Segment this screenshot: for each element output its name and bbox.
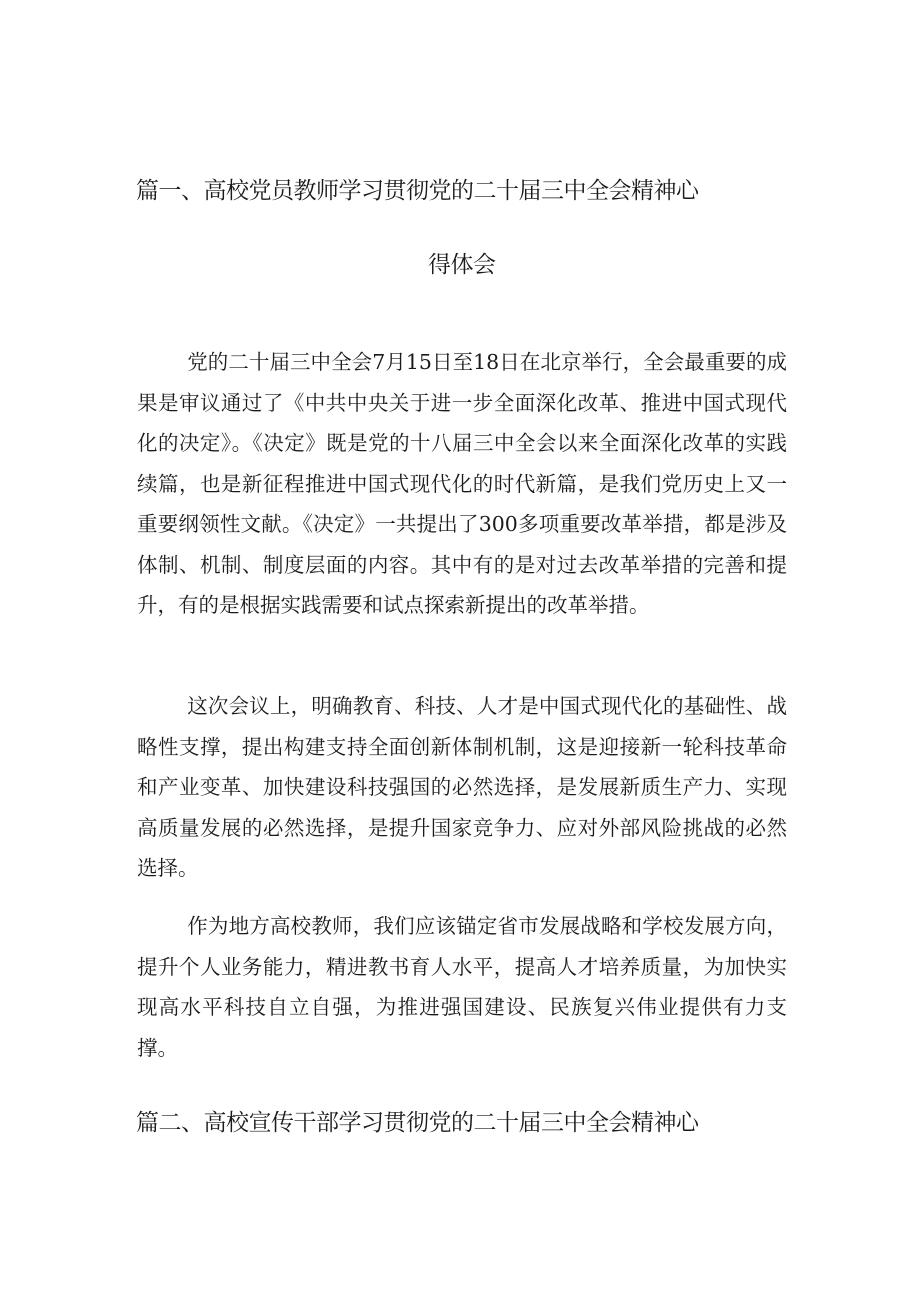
section-1-paragraph-1: 党的二十届三中全会7月15日至18日在北京举行，全会最重要的成果是审议通过了《中共中央关于进一步全面深化改革、推进中国式现代化的决定》。《决定》既是党的十八届三中全会以来全面深化改革的实践续篇，也是新征程推进中国式现代化的时代新篇，是我们党历史上又一重要纲领性文献。《决定》一共提出了300多项重要改革举措，都是涉及体制、机制、制度层面的内容。其中有的是对过去改革举措的完善和提升，有的是根据实践需要和试点探索新提出的改革举措。 [137, 350, 787, 617]
section-1-title-line-2: 得体会 [428, 252, 496, 278]
section-1-paragraph-3: 作为地方高校教师，我们应该锚定省市发展战略和学校发展方向，提升个人业务能力，精进教书育人水平，提高人才培养质量，为加快实现高水平科技自立自强，为推进强国建设、民族复兴伟业提供有力支撑。 [137, 914, 787, 1060]
section-2-title: 篇二、高校宣传干部学习贯彻党的二十届三中全会精神心 [136, 1110, 699, 1136]
section-1-paragraph-2: 这次会议上，明确教育、科技、人才是中国式现代化的基础性、战略性支撑，提出构建支持全面创新体制机制，这是迎接新一轮科技革命和产业变革、加快建设科技强国的必然选择，是发展新质生产力、实现高质量发展的必然选择，是提升国家竞争力、应对外部风险挑战的必然选择。 [137, 694, 787, 880]
section-1-title-line-1: 篇一、高校党员教师学习贯彻党的二十届三中全会精神心 [136, 178, 699, 204]
